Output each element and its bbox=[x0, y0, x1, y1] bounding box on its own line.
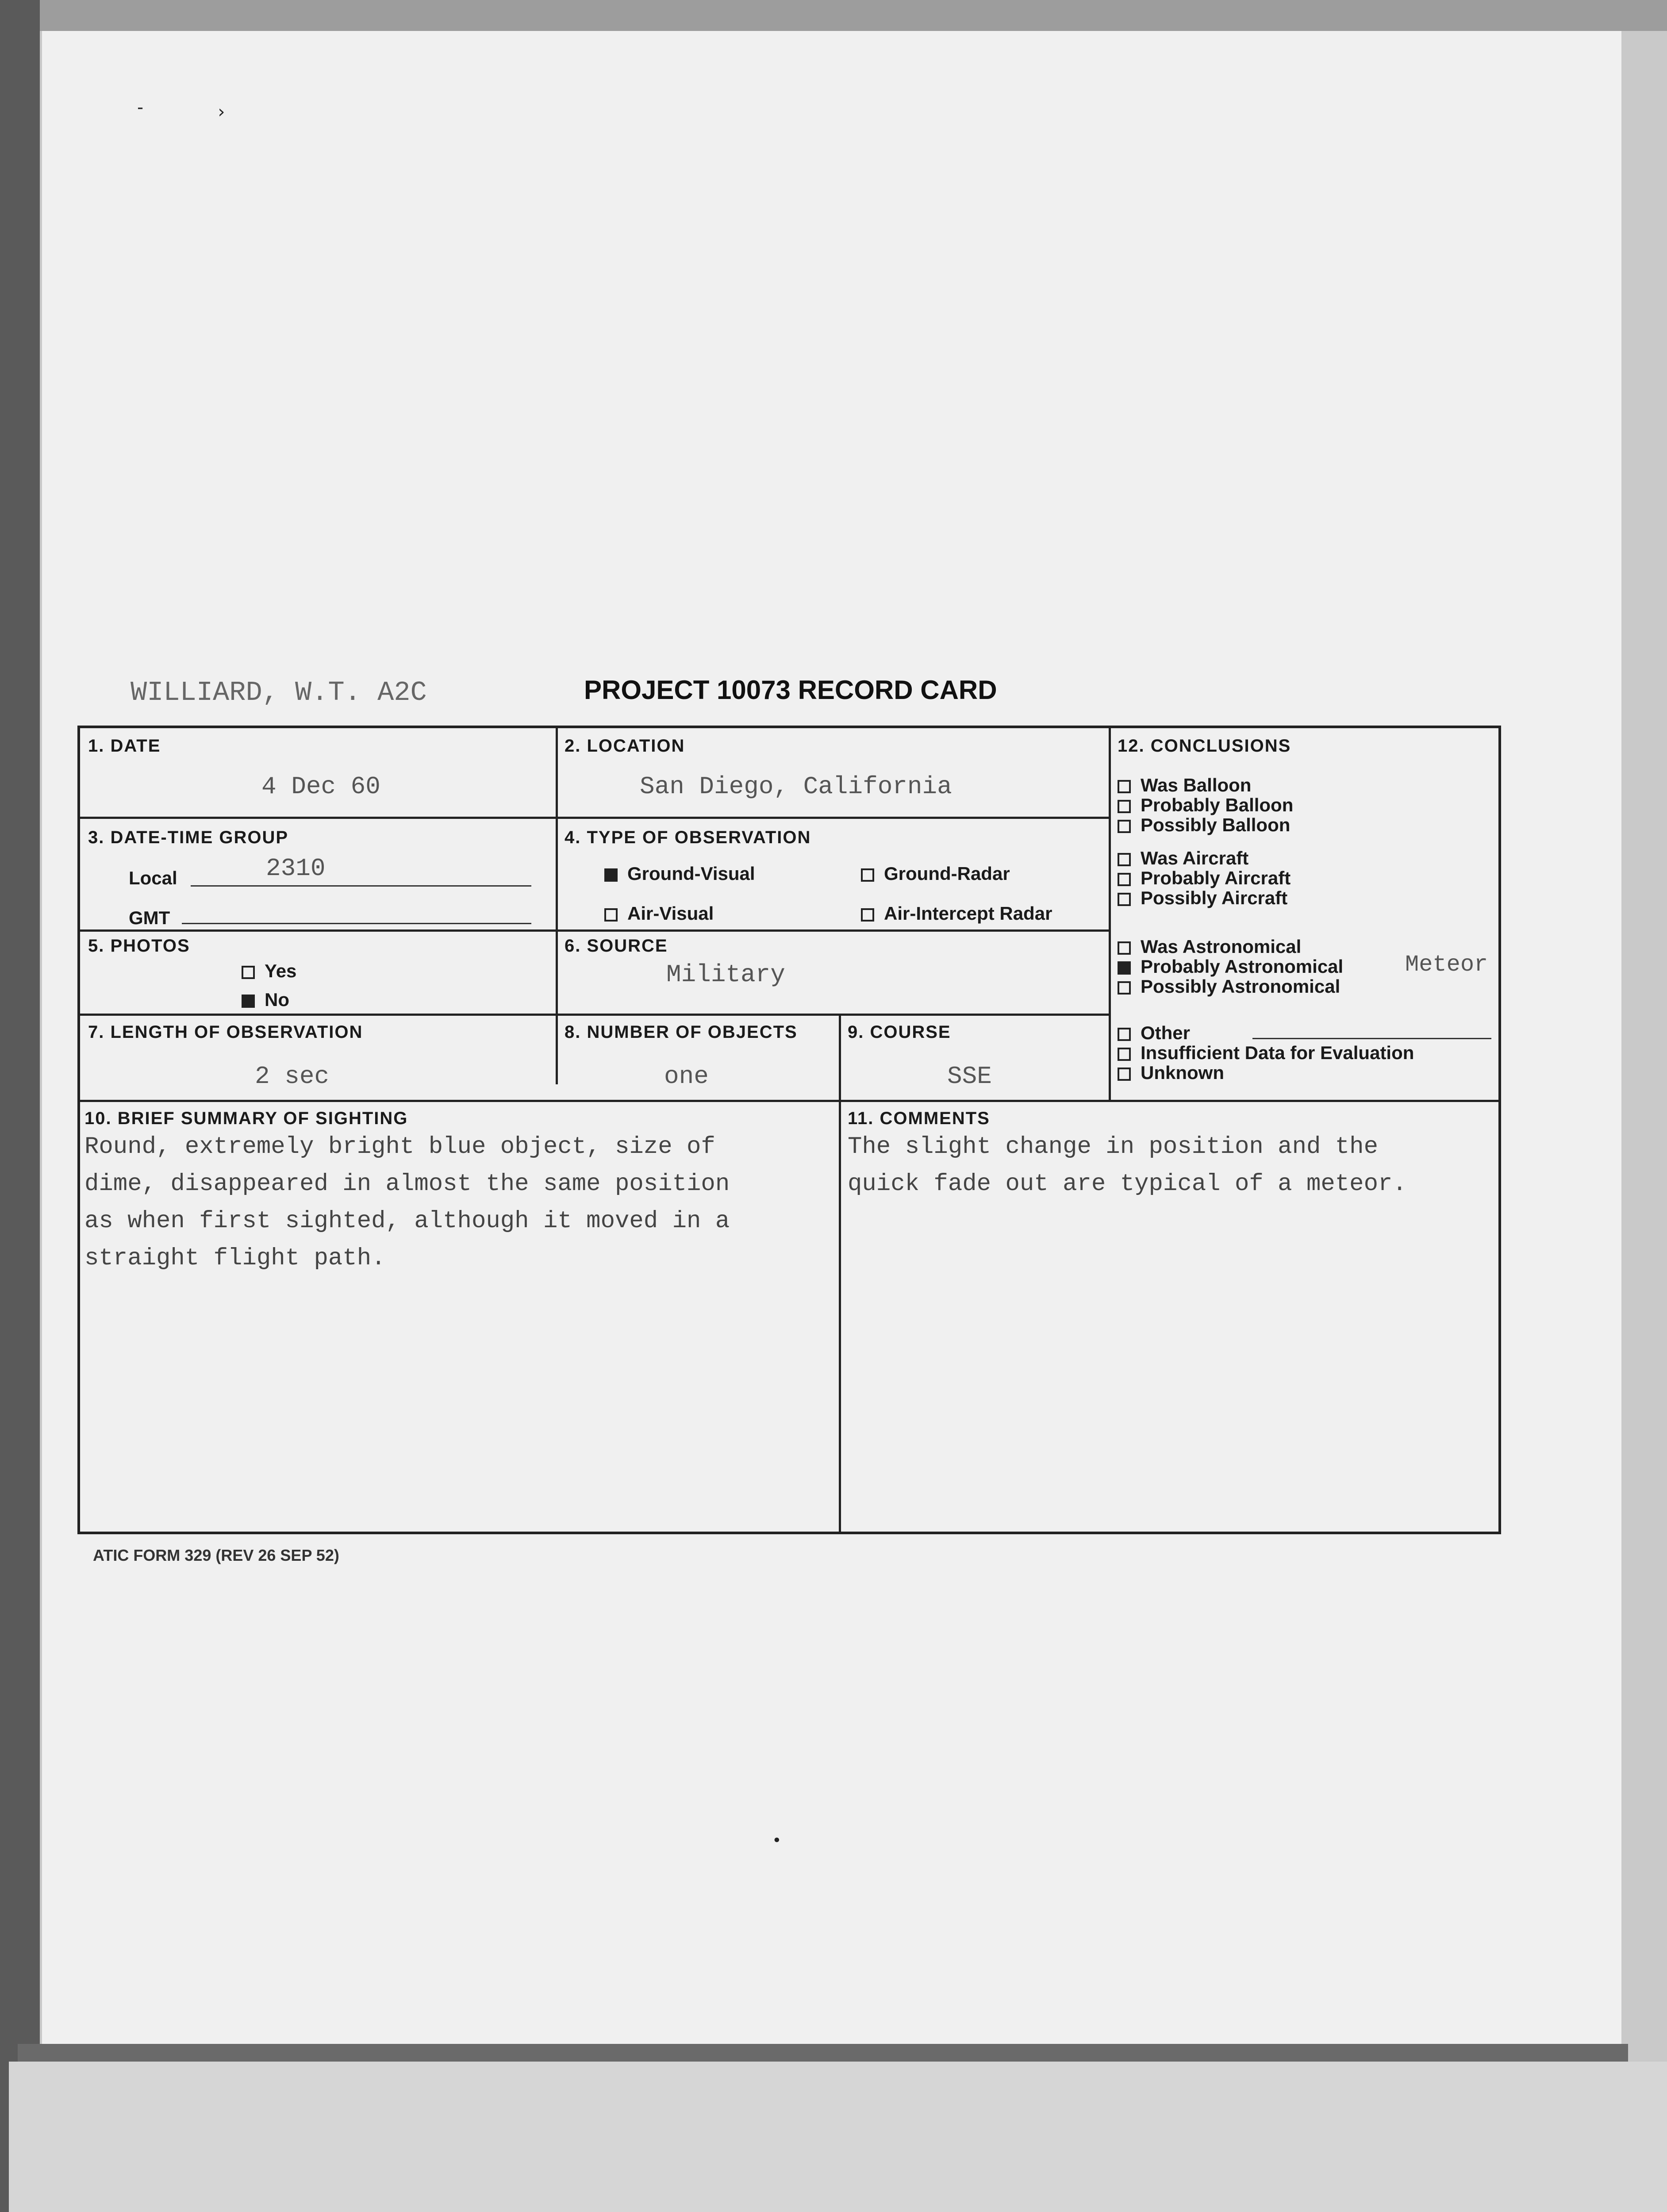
divider bbox=[839, 1014, 841, 1533]
conclusion-was-astronomical[interactable] bbox=[1118, 936, 1301, 957]
divider bbox=[80, 929, 1109, 932]
conclusion-was-aircraft[interactable] bbox=[1118, 848, 1248, 869]
option-label: Possibly Aircraft bbox=[1141, 887, 1288, 908]
gmt-label: GMT bbox=[129, 907, 170, 928]
divider bbox=[556, 728, 558, 1084]
local-label: Local bbox=[129, 868, 177, 888]
checkbox-icon bbox=[861, 908, 874, 922]
stray-mark: - bbox=[135, 97, 146, 118]
checkbox-icon bbox=[1118, 820, 1131, 833]
checkbox-icon bbox=[1118, 1068, 1131, 1081]
stray-mark: • bbox=[772, 1832, 782, 1850]
option-label: Other bbox=[1141, 1022, 1191, 1043]
photos-label: 5. PHOTOS bbox=[88, 936, 190, 956]
conclusion-insufficient-data[interactable] bbox=[1118, 1042, 1414, 1064]
conclusion-possibly-astronomical[interactable] bbox=[1118, 976, 1340, 997]
checkbox-icon bbox=[604, 908, 618, 922]
option-label: Ground-Radar bbox=[884, 863, 1010, 884]
other-underline bbox=[1252, 1038, 1491, 1039]
paper-shadow bbox=[18, 2044, 1628, 2062]
option-label: Was Balloon bbox=[1141, 775, 1252, 795]
local-underline bbox=[191, 885, 531, 887]
checkbox-icon bbox=[242, 966, 255, 979]
option-label: Air-Visual bbox=[627, 903, 714, 924]
divider bbox=[1109, 728, 1111, 1102]
course-label: 9. COURSE bbox=[848, 1022, 951, 1042]
gmt-underline bbox=[182, 923, 531, 924]
date-value: 4 Dec 60 bbox=[261, 772, 380, 801]
option-label: No bbox=[265, 989, 289, 1010]
conclusion-probably-aircraft[interactable] bbox=[1118, 868, 1291, 889]
length-label: 7. LENGTH OF OBSERVATION bbox=[88, 1022, 363, 1042]
photos-no[interactable] bbox=[242, 989, 289, 1010]
source-label: 6. SOURCE bbox=[565, 936, 668, 956]
summary-label: 10. BRIEF SUMMARY OF SIGHTING bbox=[85, 1109, 408, 1128]
location-value: San Diego, California bbox=[640, 772, 952, 801]
conclusion-possibly-aircraft[interactable] bbox=[1118, 887, 1287, 909]
type-air-intercept-radar[interactable] bbox=[861, 903, 1052, 924]
type-ground-visual[interactable] bbox=[604, 863, 755, 884]
stray-mark: › bbox=[216, 102, 227, 122]
divider bbox=[80, 817, 1109, 819]
option-label: Yes bbox=[265, 960, 297, 981]
checkbox-icon bbox=[1118, 981, 1131, 995]
observer-name: WILLIARD, W.T. A2C bbox=[131, 677, 427, 708]
conclusion-probably-balloon[interactable] bbox=[1118, 795, 1293, 816]
option-label: Probably Astronomical bbox=[1141, 956, 1344, 977]
conclusion-possibly-balloon[interactable] bbox=[1118, 814, 1290, 836]
source-value: Military bbox=[666, 960, 785, 989]
option-label: Was Aircraft bbox=[1141, 848, 1249, 868]
conclusion-was-balloon[interactable] bbox=[1118, 775, 1251, 796]
option-label: Probably Balloon bbox=[1141, 795, 1294, 815]
checkbox-icon bbox=[861, 868, 874, 882]
checkbox-icon bbox=[1118, 893, 1131, 906]
objects-label: 8. NUMBER OF OBJECTS bbox=[565, 1022, 798, 1042]
divider bbox=[80, 1014, 1109, 1016]
option-label: Probably Aircraft bbox=[1141, 868, 1291, 888]
form-footer: ATIC FORM 329 (REV 26 SEP 52) bbox=[93, 1546, 339, 1564]
record-card bbox=[77, 726, 1501, 1534]
checkbox-icon bbox=[1118, 853, 1131, 866]
conclusion-other[interactable] bbox=[1118, 1022, 1190, 1044]
option-label: Air-Intercept Radar bbox=[884, 903, 1052, 924]
option-label: Possibly Astronomical bbox=[1141, 976, 1341, 997]
type-ground-radar[interactable] bbox=[861, 863, 1010, 884]
summary-text: Round, extremely bright blue object, size of dime, disappeared in almost the same position as when first sighted, although it moved in a straight flight path. bbox=[85, 1133, 730, 1272]
date-label: 1. DATE bbox=[88, 736, 161, 756]
film-edge-top bbox=[40, 0, 1667, 31]
conclusions-label: 12. CONCLUSIONS bbox=[1118, 736, 1291, 756]
film-edge-left bbox=[0, 0, 40, 2212]
checkbox-icon bbox=[1118, 780, 1131, 793]
checkbox-icon bbox=[1118, 873, 1131, 886]
checkbox-icon bbox=[1118, 941, 1131, 955]
length-value: 2 sec bbox=[255, 1062, 330, 1091]
course-value: SSE bbox=[947, 1062, 992, 1091]
checkbox-icon bbox=[242, 995, 255, 1008]
local-time-value: 2310 bbox=[266, 854, 326, 883]
card-title: PROJECT 10073 RECORD CARD bbox=[584, 675, 997, 705]
checkbox-icon bbox=[1118, 1028, 1131, 1041]
checkbox-icon bbox=[1118, 1048, 1131, 1061]
location-label: 2. LOCATION bbox=[565, 736, 685, 756]
comments-text: The slight change in position and the quick fade out are typical of a meteor. bbox=[848, 1133, 1407, 1198]
conclusion-unknown[interactable] bbox=[1118, 1062, 1224, 1083]
checkbox-icon bbox=[1118, 800, 1131, 813]
option-label: Was Astronomical bbox=[1141, 936, 1302, 957]
type-label: 4. TYPE OF OBSERVATION bbox=[565, 828, 811, 847]
handwritten-meteor: Meteor bbox=[1405, 952, 1488, 978]
checkbox-icon bbox=[604, 868, 618, 882]
film-bottom-area bbox=[9, 2062, 1667, 2212]
checkbox-icon bbox=[1118, 961, 1131, 975]
conclusion-probably-astronomical[interactable] bbox=[1118, 956, 1343, 977]
option-label: Insufficient Data for Evaluation bbox=[1141, 1042, 1414, 1063]
comments-label: 11. COMMENTS bbox=[848, 1109, 990, 1128]
option-label: Ground-Visual bbox=[627, 863, 755, 884]
dtg-label: 3. DATE-TIME GROUP bbox=[88, 828, 289, 847]
photos-yes[interactable] bbox=[242, 960, 296, 982]
type-air-visual[interactable] bbox=[604, 903, 714, 924]
option-label: Unknown bbox=[1141, 1062, 1224, 1083]
option-label: Possibly Balloon bbox=[1141, 814, 1291, 835]
objects-value: one bbox=[664, 1062, 709, 1091]
divider bbox=[80, 1100, 1500, 1102]
